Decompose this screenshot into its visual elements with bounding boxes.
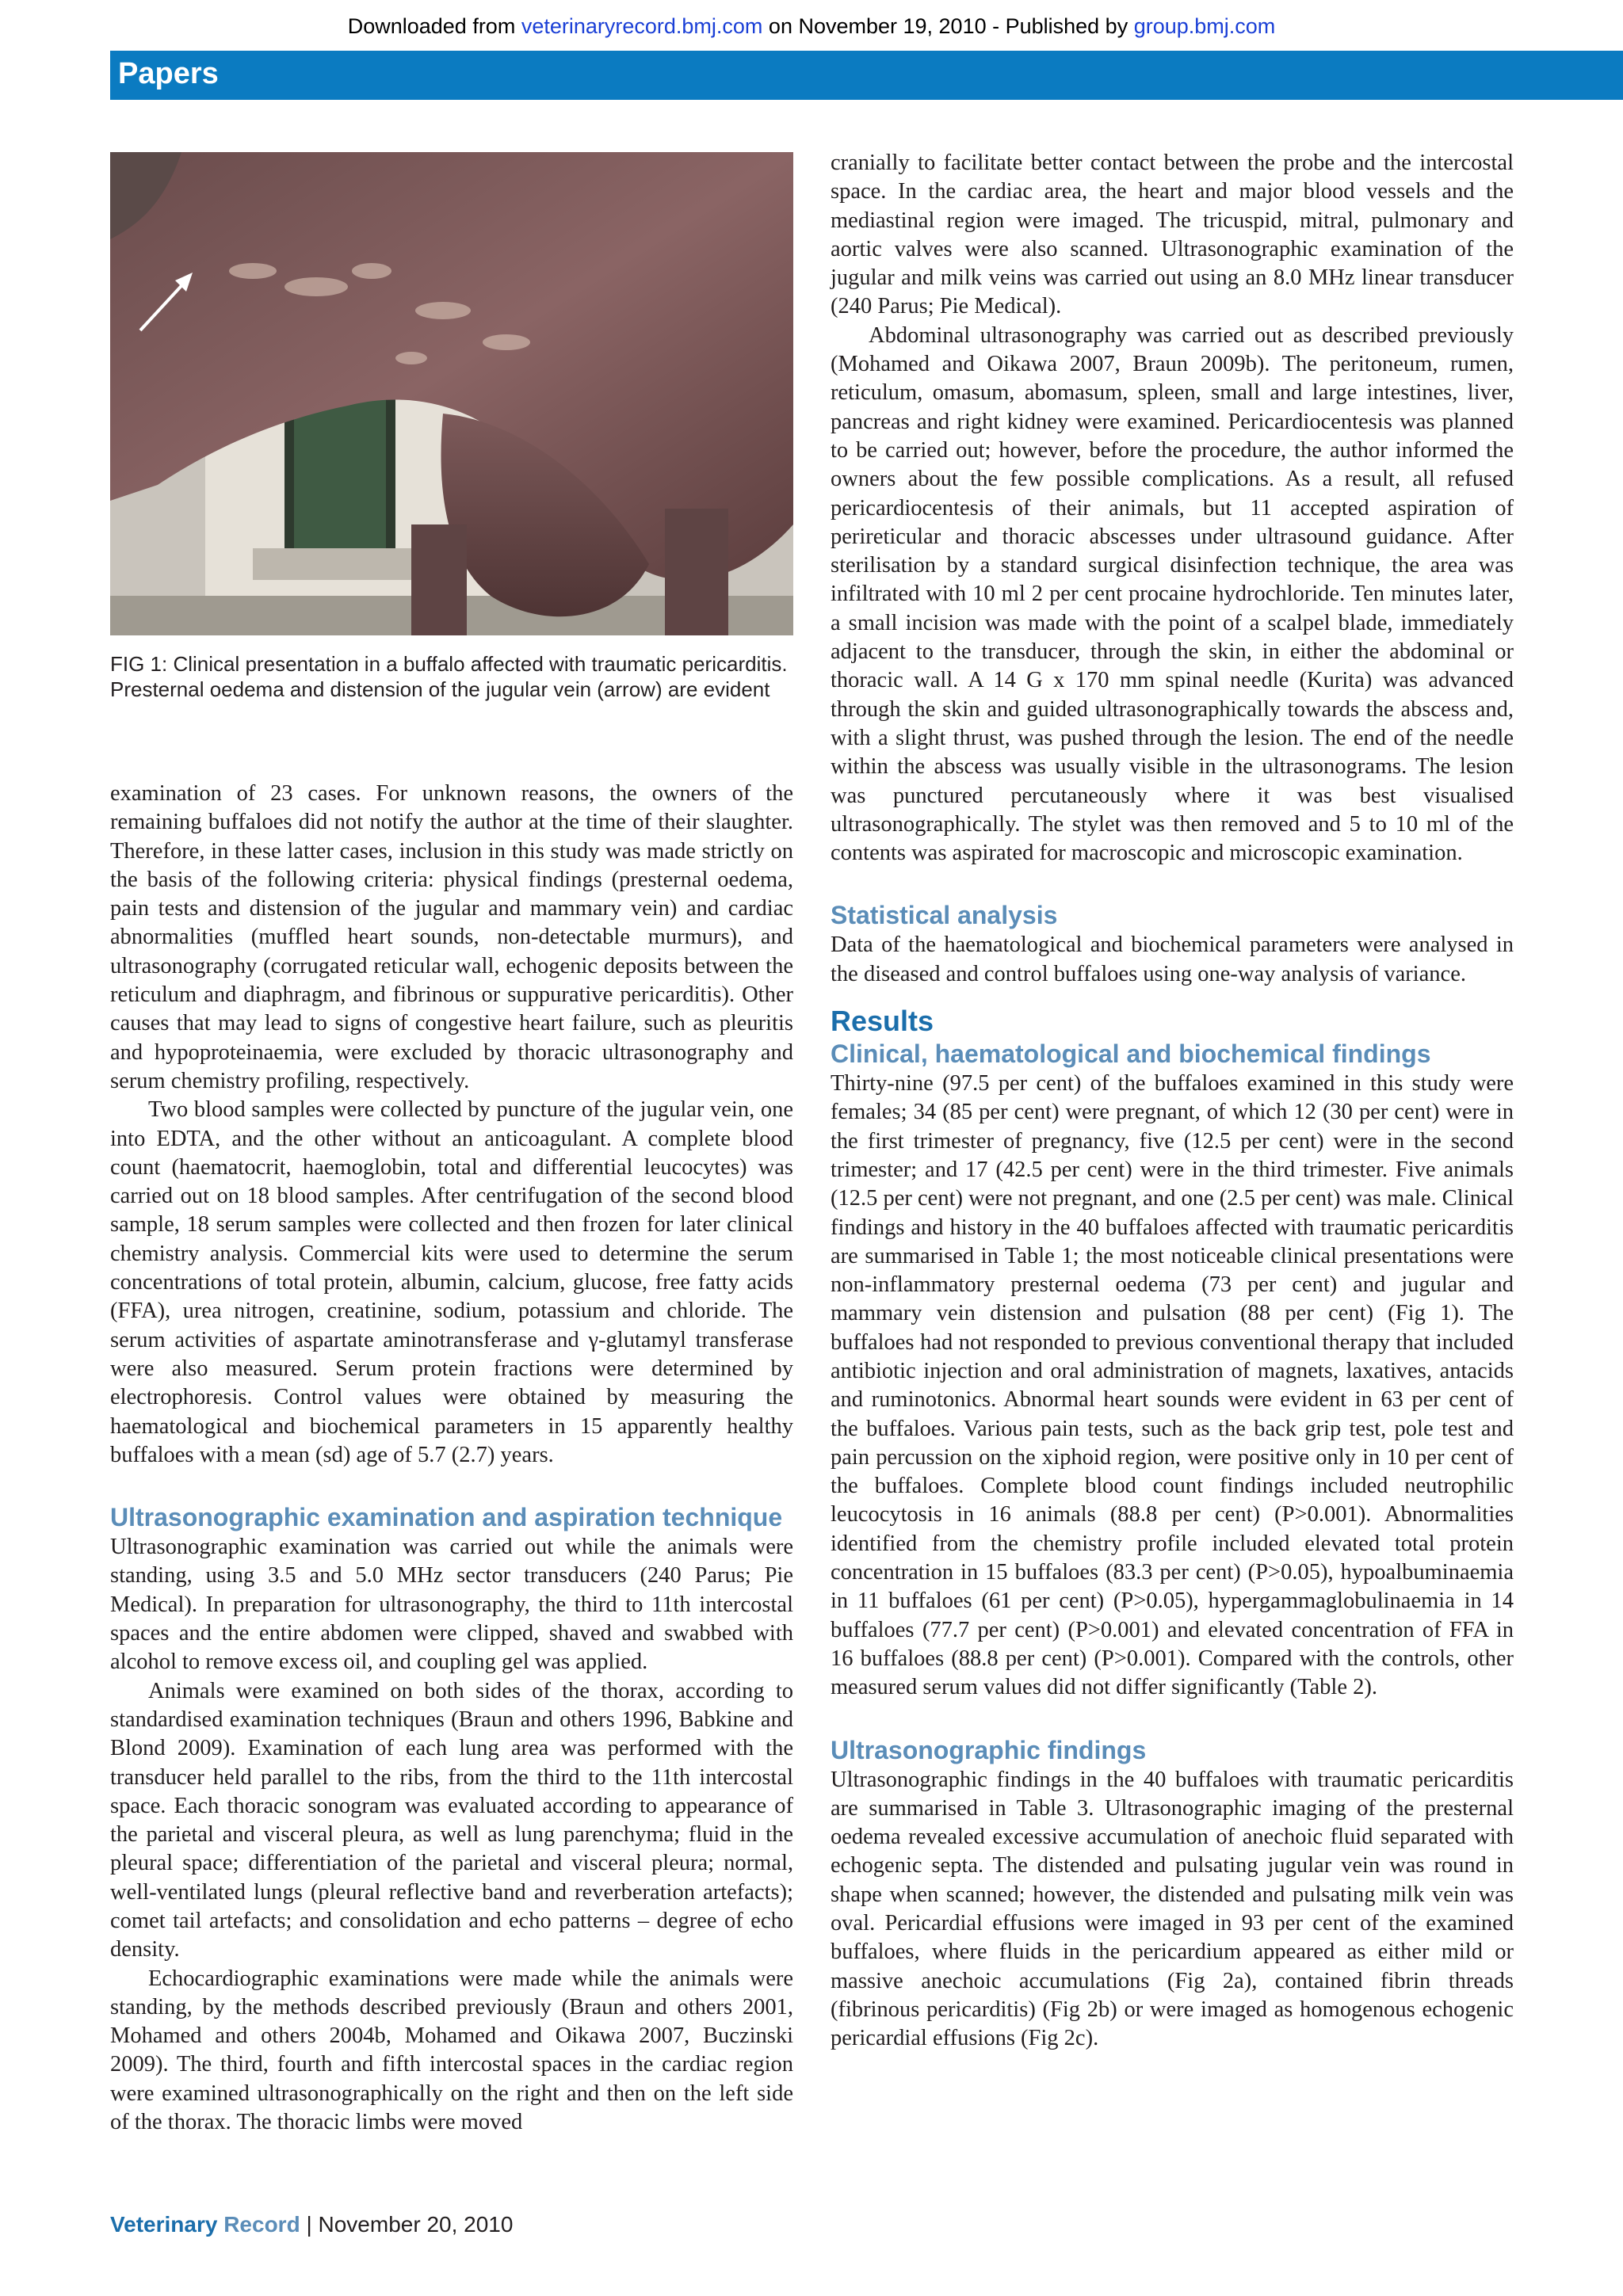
right-column bbox=[831, 149, 1514, 2054]
paragraph: Thirty-nine (97.5 per cent) of the buffaloes examined in this study were females; 34 (85 per cent) were pregnant, of which 12 (30 per cent) were in the first trimester of pregnancy, five (12.5 per cent) were in the second trimester; and 17 (42.5 per cent) were in the third trimester. Five animals (12.5 per cent) were not pregnant, and one (2.5 per cent) was male. Clinical findings and history in the 40 buffaloes affected with traumatic pericarditis are summarised in Table 1; the most noticeable clinical presentations were non-inflammatory presternal oedema (73 per cent) and jugular and mammary vein distension and pulsation (88 per cent) (Fig 1). The buffaloes had not responded to previous conventional therapy that included antibiotic injection and oral administration of magnets, laxatives, antacids and ruminotonics. Abnormal heart sounds were evident in 63 per cent of the buffaloes. Various pain tests, such as the back grip test, pole test and pain percussion on the xiphoid region, were positive only in 10 per cent of the buffaloes. Complete blood count findings included neutrophilic leucocytosis in 16 animals (88.8 per cent) (P>0.001). Abnormalities identified from the chemistry profile included elevated total protein concentration in 15 buffaloes (83.3 per cent) (P>0.05), hypoalbuminaemia in 11 buffaloes (61 per cent) (P>0.05), hypergammaglobulinaemia in 14 buffaloes (77.7 per cent) (P>0.001) and elevated concentration of FFA in 16 buffaloes (88.8 per cent) (P>0.001). Compared with the controls, other measured serum values did not differ significantly (Table 2). bbox=[831, 1071, 1514, 1700]
veterinaryrecord-link[interactable]: veterinaryrecord.bmj.com bbox=[521, 14, 763, 38]
section-banner bbox=[110, 51, 1623, 100]
heading-results: Results bbox=[831, 1005, 934, 1038]
paragraph: Animals were examined on both sides of the thorax, according to standardised examination techniques (Braun and others 1996, Babkine and Blond 2009). Examination of each lung area was performed with the transducer held parallel to the ribs, from the third to the 11th intercostal space. Each thoracic sonogram was evaluated according to appearance of the parietal and visceral pleura, as well as lung parenchyma; fluid in the pleural space; differentiation of the parietal and visceral pleura; normal, well-ventilated lungs (pleural reflective band and reverberation artefacts); comet tail artefacts; and consolidation and echo patterns – degree of echo density. bbox=[110, 1678, 793, 1962]
paragraph: Two blood samples were collected by puncture of the jugular vein, one into EDTA, and the other without an anticoagulant. A complete blood count (haematocrit, haemoglobin, total and differential leucocytes) was carried out on 18 blood samples. After centrifugation of the second blood sample, 18 serum samples were collected and then frozen for later clinical chemistry analysis. Commercial kits were used to determine the serum concentrations of total protein, albumin, calcium, glucose, free fatty acids (FFA), urea nitrogen, creatinine, sodium, potassium and chloride. The serum activities of aspartate aminotransferase and γ-glutamyl transferase were also measured. Serum protein fractions were determined by electrophoresis. Control values were obtained by measuring the haematological and biochemical parameters in 15 apparently healthy buffaloes with a mean (sd) age of 5.7 (2.7) years. bbox=[110, 1097, 793, 1467]
journal-name-part2: Record bbox=[223, 2212, 300, 2237]
heading-ultrasonographic-findings: Ultrasonographic findings bbox=[831, 1735, 1147, 1764]
spacer bbox=[831, 868, 1514, 899]
page-footer bbox=[110, 2212, 513, 2237]
paragraph: Data of the haematological and biochemical parameters were analysed in the diseased and control buffaloes using one-way analysis of variance. bbox=[831, 933, 1514, 986]
paragraph: cranially to facilitate better contact between the probe and the intercostal space. In the cardiac area, the heart and major blood vessels and the mediastinal region were imaged. The tricuspid, mitral, pulmonary and aortic valves were also scanned. Ultrasonographic examination of the jugular and milk veins was carried out using an 8.0 MHz linear transducer (240 Parus; Pie Medical). bbox=[831, 151, 1514, 319]
paragraph: Ultrasonographic findings in the 40 buffaloes with traumatic pericarditis are summarised in Table 3. Ultrasonographic imaging of the presternal oedema revealed excessive accumulation of anechoic fluid separated with echogenic septa. The distended and pulsating jugular vein was round in shape when scanned; however, the distended and pulsating milk vein was oval. Pericardial effusions were imaged in 93 per cent of the examined buffaloes, where fluids in the pericardium appeared as either mild or massive anechoic accumulations (Fig 2a), contained fibrin threads (fibrinous pericarditis) (Fig 2b) or were imaged as homogenous echogenic pericardial effusions (Fig 2c). bbox=[831, 1767, 1514, 2051]
download-prefix: Downloaded from bbox=[347, 14, 521, 38]
spacer bbox=[831, 1703, 1514, 1734]
figure-caption: FIG 1: Clinical presentation in a buffalo affected with traumatic pericarditis. Presternal oedema and distension of the jugular vein (arrow) are evident bbox=[110, 652, 788, 701]
left-column bbox=[110, 780, 793, 2137]
spacer bbox=[110, 1470, 793, 1501]
issue-date: November 20, 2010 bbox=[318, 2212, 514, 2237]
buffalo-photo bbox=[110, 152, 793, 635]
paragraph: examination of 23 cases. For unknown reasons, the owners of the remaining buffaloes did not notify the author at the time of their slaughter. Therefore, in these latter cases, inclusion in this study was made strictly on the basis of the following criteria: physical findings (presternal oedema, pain tests and distension of the jugular and mammary vein) and cardiac abnormalities (muffled heart sounds, non-detectable murmurs), and ultrasonography (corrugated reticular wall, echogenic deposits between the reticulum and diaphragm, and fibrinous or suppurative pericarditis). Other causes that may lead to signs of congestive heart failure, such as pleuritis and hypoproteinaemia, were excluded by thoracic ultrasonography and serum chemistry profiling, respectively. bbox=[110, 781, 793, 1093]
paragraph: Abdominal ultrasonography was carried out as described previously (Mohamed and Oikawa 2007, Braun 2009b). The peritoneum, rumen, reticulum, omasum, abomasum, spleen, small and large intestines, liver, pancreas and right kidney were examined. Pericardiocentesis was planned to be carried out; however, before the procedure, the author informed the owners about the few possible complications. As a result, all refused pericardiocentesis of their animals, but 11 accepted aspiration of perireticular and thoracic abscesses under ultrasound guidance. After sterilisation by a standard surgical disinfection technique, the area was infiltrated with 10 ml 2 per cent procaine hydrochloride. Ten minutes later, a small incision was made with the point of a scalpel blade, immediately adjacent to the transducer, through the skin, in either the abdominal or thoracic wall. A 14 G x 170 mm spinal needle (Kurita) was advanced through the skin and guided ultrasonographically towards the abscess and, with a slight thrust, was pushed through the lesion. The end of the needle within the abscess was usually visible in the ultrasonograms. The lesion was punctured percutaneously where it was best visualised ultrasonographically. The stylet was then removed and 5 to 10 ml of the contents was aspirated for macroscopic and microscopic examination. bbox=[831, 322, 1514, 866]
paragraph: Echocardiographic examinations were made while the animals were standing, by the methods described previously (Braun and others 2001, Mohamed and others 2004b, Mohamed and Oikawa 2007, Buczinski 2009). The third, fourth and fifth intercostal spaces in the cardiac region were examined ultrasonographically on the right and then on the left side of the thorax. The thoracic limbs were moved bbox=[110, 1966, 793, 2135]
download-middle: on November 19, 2010 - Published by bbox=[762, 14, 1134, 38]
group-bmj-link[interactable]: group.bmj.com bbox=[1133, 14, 1276, 38]
heading-statistical-analysis: Statistical analysis bbox=[831, 901, 1058, 930]
journal-name-part1: Veterinary bbox=[110, 2212, 218, 2237]
heading-ultrasonographic-examination: Ultrasonographic examination and aspiration technique bbox=[110, 1503, 783, 1532]
footer-separator: | bbox=[300, 2212, 319, 2237]
spacer bbox=[831, 989, 1514, 1005]
paragraph: Ultrasonographic examination was carried out while the animals were standing, using 3.5 and 5.0 MHz sector transducers (240 Parus; Pie Medical). In preparation for ultrasonography, the third to 11th intercostal spaces and the entire abdomen were clipped, shaved and swabbed with alcohol to remove excess oil, and coupling gel was applied. bbox=[110, 1535, 793, 1675]
heading-clinical-findings: Clinical, haematological and biochemical findings bbox=[831, 1039, 1431, 1069]
download-notice bbox=[0, 14, 1623, 39]
section-title: Papers bbox=[118, 57, 219, 90]
